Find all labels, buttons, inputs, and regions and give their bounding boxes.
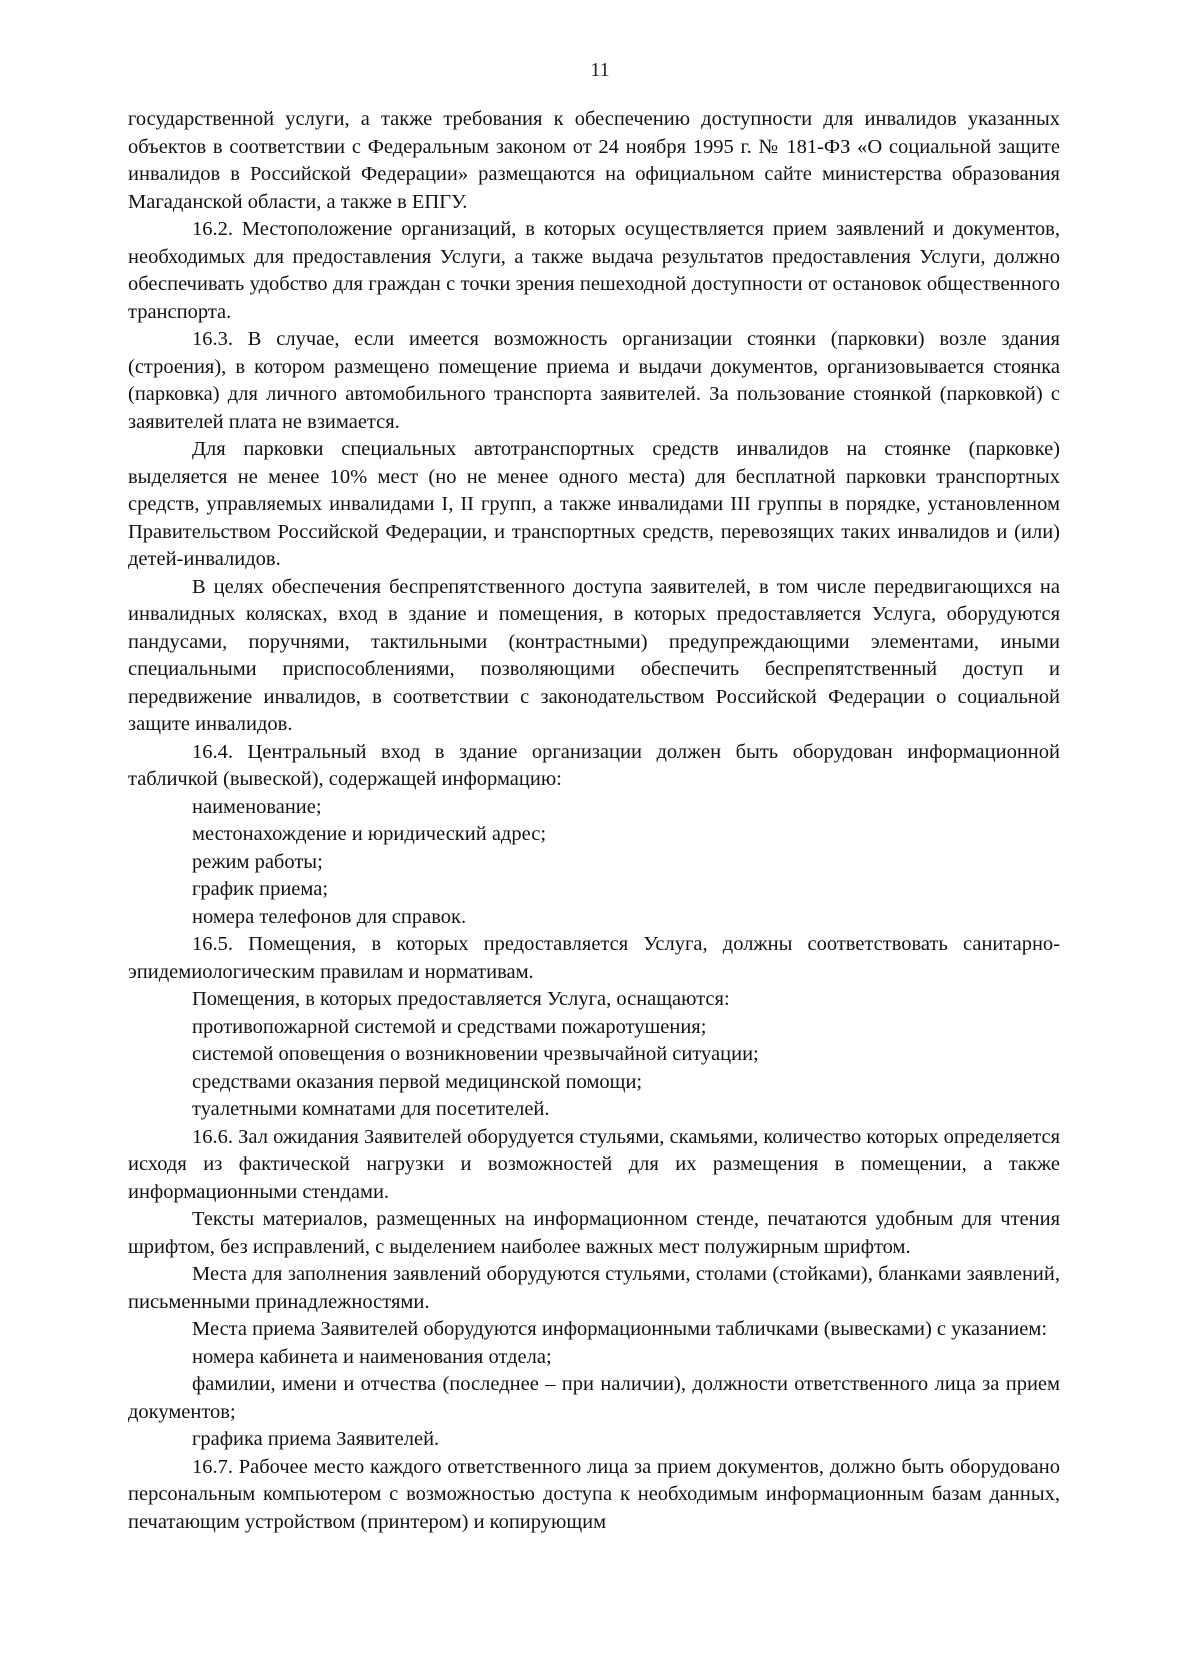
paragraph-accessibility: В целях обеспечения беспрепятственного доступа заявителей, в том числе передвигающихся на инвалидных колясках, вход в здание и помещения, в которых предоставляется Услуга, оборудуются пандусами, поручнями, тактильными (контрастными) предупреждающими элементами, иными специальными приспособлениями, позволяющими обеспечить беспрепятственный доступ и передвижение инвалидов, в соответствии с законодательством Российской Федерации о социальной защите инвалидов. [128, 575, 1060, 735]
list-item: местонахождение и юридический адрес; [192, 823, 547, 845]
list-item: графика приема Заявителей. [192, 1428, 440, 1450]
paragraph-intro-continuation: государственной услуги, а также требования к обеспечению доступности для инвалидов указанных объектов в соответствии с Федеральным законом от 24 ноября 1995 г. № 181-ФЗ «О социальной защите инвалидов в Российской Федерации» размещаются на официальном сайте министерства образования Магаданской области, а также в ЕПГУ. [128, 108, 1060, 213]
paragraph-16-2: 16.2. Местоположение организаций, в которых осуществляется прием заявлений и документов, необходимых для предоставления Услуги, а также выдача результатов предоставления Услуги, должно обеспечивать удобство для граждан с точки зрения пешеходной доступности от остановок общественного транспорта. [128, 218, 1060, 323]
list-item: номера телефонов для справок. [192, 905, 467, 928]
paragraph-stand-texts: Тексты материалов, размещенных на информационном стенде, печатаются удобным для чтения шрифтом, без исправлений, с выделением наиболее важных мест полужирным шрифтом. [128, 1208, 1060, 1258]
list-item: график приема; [192, 878, 329, 900]
list-item: номера кабинета и наименования отдела; [192, 1345, 552, 1368]
page-number: 11 [590, 59, 610, 81]
paragraph-16-3: 16.3. В случае, если имеется возможность организации стоянки (парковки) возле здания (строения), в котором размещено помещение приема и выдачи документов, организовывается стоянка (парковка) для личного автомобильного транспорта заявителей. За пользование стоянкой (парковкой) с заявителей плата не взимается. [128, 328, 1060, 433]
paragraph-16-7: 16.7. Рабочее место каждого ответственного лица за прием документов, должно быть оборудовано персональным компьютером с возможностью доступа к необходимым информационным базам данных, печатающим устройством (принтером) и копирующим [128, 1455, 1060, 1533]
paragraph-form-filling-places: Места для заполнения заявлений оборудуются стульями, столами (стойками), бланками заявлений, письменными принадлежностями. [128, 1263, 1060, 1313]
paragraph-parking-disabled: Для парковки специальных автотранспортных средств инвалидов на стоянке (парковке) выделяется не менее 10% мест (но не менее одного места) для бесплатной парковки транспортных средств, управляемых инвалидами I, II групп, а также инвалидами III группы в порядке, установленном Правительством Российской Федерации, и транспортных средств, перевозящих таких инвалидов и (или) детей-инвалидов. [128, 438, 1060, 570]
paragraph-16-6: 16.6. Зал ожидания Заявителей оборудуется стульями, скамьями, количество которых определяется исходя из фактической нагрузки и возможностей для их размещения в помещении, а также информационными стендами. [128, 1125, 1060, 1203]
list-item: наименование; [192, 795, 322, 818]
paragraph-16-5: 16.5. Помещения, в которых предоставляется Услуга, должны соответствовать санитарно-эпидемиологическим правилам и нормативам. [128, 933, 1060, 983]
paragraph-reception-places: Места приема Заявителей оборудуются информационными табличками (вывесками) с указанием: [192, 1318, 1048, 1340]
list-item: противопожарной системой и средствами пожаротушения; [192, 1015, 707, 1038]
list-item: фамилии, имени и отчества (последнее – при наличии), должности ответственного лица за прием документов; [128, 1373, 1060, 1423]
document-body [128, 106, 1060, 1536]
list-item: средствами оказания первой медицинской помощи; [192, 1070, 643, 1093]
paragraph-premises-equipped: Помещения, в которых предоставляется Услуга, оснащаются: [192, 988, 730, 1010]
paragraph-16-4: 16.4. Центральный вход в здание организации должен быть оборудован информационной табличкой (вывеской), содержащей информацию: [128, 740, 1060, 790]
list-item: системой оповещения о возникновении чрезвычайной ситуации; [192, 1043, 759, 1065]
list-item: режим работы; [192, 850, 323, 873]
list-item: туалетными комнатами для посетителей. [192, 1098, 550, 1120]
